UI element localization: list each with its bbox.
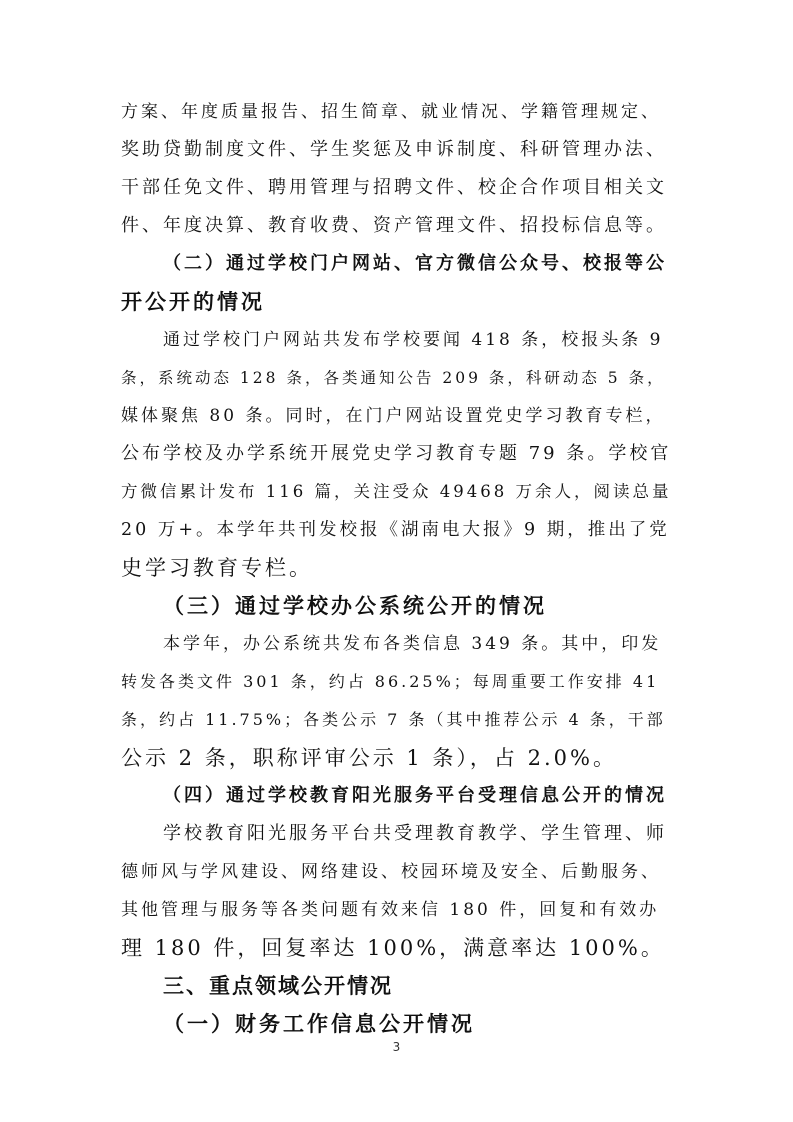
- body-text-line: 方案、年度质量报告、招生简章、就业情况、学籍管理规定、: [121, 102, 661, 122]
- body-text-line: 德师风与学风建设、网络建设、校园环境及安全、后勤服务、: [121, 862, 661, 882]
- section-heading-2: （二）通过学校门户网站、官方微信公众号、校报等公: [163, 253, 667, 274]
- section-heading-3: （三）通过学校办公系统公开的情况: [163, 593, 547, 618]
- body-text-line: 媒体聚焦 80 条。同时，在门户网站设置党史学习教育专栏，: [121, 406, 666, 426]
- body-text-line: 通过学校门户网站共发布学校要闻 418 条，校报头条 9: [163, 330, 664, 350]
- body-text-line: 20 万+。本学年共刊发校报《湖南电大报》9 期，推出了党: [121, 520, 670, 540]
- body-text-line: 干部任免文件、聘用管理与招聘文件、校企合作项目相关文: [121, 177, 667, 198]
- body-text-line: 公示 2 条，职称评审公示 1 条），占 2.0%。: [121, 746, 617, 770]
- section-heading-4: （四）通过学校教育阳光服务平台受理信息公开的情况: [163, 785, 667, 806]
- body-text-line: 本学年，办公系统共发布各类信息 349 条。其中，印发: [163, 634, 662, 654]
- chapter-heading: 三、重点领域公开情况: [163, 974, 393, 998]
- body-text-line: 史学习教育专栏。: [121, 556, 313, 580]
- body-text-line: 奖助贷勤制度文件、学生奖惩及申诉制度、科研管理办法、: [121, 139, 667, 160]
- body-text-line: 其他管理与服务等各类问题有效来信 180 件，回复和有效办: [121, 900, 660, 920]
- body-text-line: 方微信累计发布 116 篇，关注受众 49468 万余人，阅读总量: [121, 482, 672, 501]
- section-heading-2-cont: 开公开的情况: [121, 289, 265, 314]
- body-text-line: 理 180 件，回复率达 100%，满意率达 100%。: [121, 936, 665, 960]
- body-text-line: 件、年度决算、教育收费、资产管理文件、招投标信息等。: [121, 215, 667, 236]
- body-text-line: 学校教育阳光服务平台共受理教育教学、学生管理、师: [163, 823, 667, 844]
- body-text-line: 条，约占 11.75%；各类公示 7 条（其中推荐公示 4 条，干部: [121, 710, 666, 729]
- body-text-line: 公布学校及办学系统开展党史学习教育专题 79 条。学校官: [121, 443, 672, 464]
- body-text-line: 条，系统动态 128 条，各类通知公告 209 条，科研动态 5 条，: [121, 369, 666, 387]
- page-number: 3: [392, 1040, 401, 1054]
- section-heading-1: （一）财务工作信息公开情况: [163, 1011, 475, 1036]
- body-text-line: 转发各类文件 301 条，约占 86.25%；每周重要工作安排 41: [121, 672, 660, 691]
